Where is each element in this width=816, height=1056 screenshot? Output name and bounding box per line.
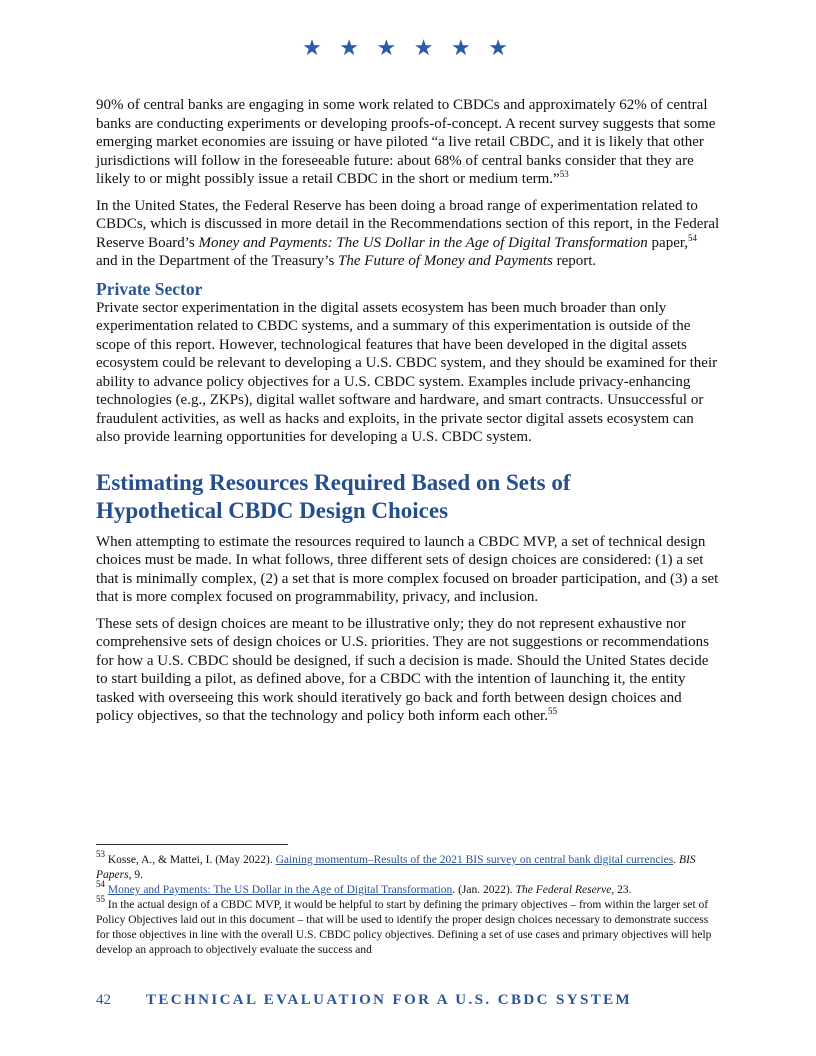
intro-paragraph-2: In the United States, the Federal Reserve has been doing a broad range of experimentation related to CBDCs, which is discussed in more detail in the Recommendations section of this report, in the Federal Reserve Board’s Money and Payments: The US Dollar in the Age of Digital Transformation paper,$^{54}$ and in the Department of the Treasury’s The Future of Money and Payments report. [96, 197, 720, 269]
estimating-resources-heading: Estimating Resources Required Based on Sets of Hypothetical CBDC Design Choices [96, 469, 571, 523]
estimating-paragraph-1: When attempting to estimate the resources required to launch a CBDC MVP, a set of technical design choices must be made. In what follows, three different sets of design choices are considered: (1) a set that is minimally complex, (2) a set that is more complex focused on broader participation, and (3) a set that is more complex focused on programmability, privacy, and inclusion. [96, 533, 719, 605]
footnote-ref-55[interactable]: 55 [547, 706, 557, 716]
footnote-ref-53[interactable]: 53 [559, 169, 569, 179]
footnote-53: $^{53}$ Kosse, A., & Mattei, I. (May 2022). Gaining momentum–Results of the 2021 BIS survey on central bank digital currencies. BIS Papers, 9. [96, 849, 696, 881]
fed-paper-title: Money and Payments: The US Dollar in the Age of Digital Transformation [198, 234, 648, 251]
footnotes [96, 849, 720, 958]
fed-paper-link[interactable]: Money and Payments: The US Dollar in the Age of Digital Transformation [107, 884, 453, 896]
treasury-report-title: The Future of Money and Payments [338, 253, 553, 269]
main-content [96, 96, 720, 734]
document-title: TECHNICAL EVALUATION FOR A U.S. CBDC SYSTEM [146, 992, 633, 1008]
bis-survey-link[interactable]: Gaining momentum–Results of the 2021 BIS survey on central bank digital currencies [275, 854, 674, 866]
footnote-55: $^{55}$ In the actual design of a CBDC MVP, it would be helpful to start by defining the primary objectives – from within the larger set of Policy Objectives laid out in this document – that will be used to identify the proper design choices necessary to demonstrate success for those objectives in line with the overall U.S. CBDC policy objectives. Defining a set of use cases and primary objectives will help develop an approach to objectively evaluate the success and [96, 894, 712, 956]
footnote-divider [96, 844, 288, 845]
estimating-paragraph-2: These sets of design choices are meant to be illustrative only; they do not represent exhaustive nor comprehensive sets of design choices or U.S. priorities. They are not suggestions or recommendations for how a U.S. CBDC should be designed, if such a decision is made. Should the United States decide to start building a pilot, as defined above, for a CBDC with the intention of launching it, the entity tasked with overseeing this work should iteratively go back and forth between design choices and policy objectives, so that the technology and policy both inform each other.$^{55}$ [96, 615, 709, 724]
intro-paragraph-1: 90% of central banks are engaging in some work related to CBDCs and approximately 62% of central banks are conducting experiments or developing proofs-of-concept. A recent survey suggests that some emerging market economies are issuing or have piloted “a live retail CBDC, and it is likely that other jurisdictions will follow in the foreseeable future: about 68% of central banks consider that they are likely to or might possibly issue a retail CBDC in the short or medium term.”$^{53}$ [96, 97, 716, 187]
page-footer [96, 990, 746, 1010]
footnote-ref-54[interactable]: 54 [688, 232, 697, 243]
header-stars-decoration: ★ ★ ★ ★ ★ ★ [302, 35, 514, 60]
private-sector-heading: Private Sector [96, 278, 203, 299]
private-sector-paragraph: Private sector experimentation in the digital assets ecosystem has been much broader than only experimentation related to CBDC systems, and a summary of this experimentation is outside of the scope of this report. However, technological features that have been developed in the digital assets ecosystem could be relevant to developing a U.S. CBDC system, and they should be examined for their ability to advance policy objectives for a U.S. CBDC system. Examples include privacy-enhancing technologies (e.g., ZKPs), digital wallet software and hardware, and smart contracts. Unsuccessful or fraudulent activities, as well as hacks and exploits, in the private sector digital assets ecosystem can also provide learning opportunities for developing a U.S. CBDC system. [96, 299, 718, 445]
footnote-54: $^{54}$ Money and Payments: The US Dollar in the Age of Digital Transformation. (Jan. 2022). The Federal Reserve, 23. [96, 879, 632, 896]
page-number: 42 [96, 992, 111, 1008]
